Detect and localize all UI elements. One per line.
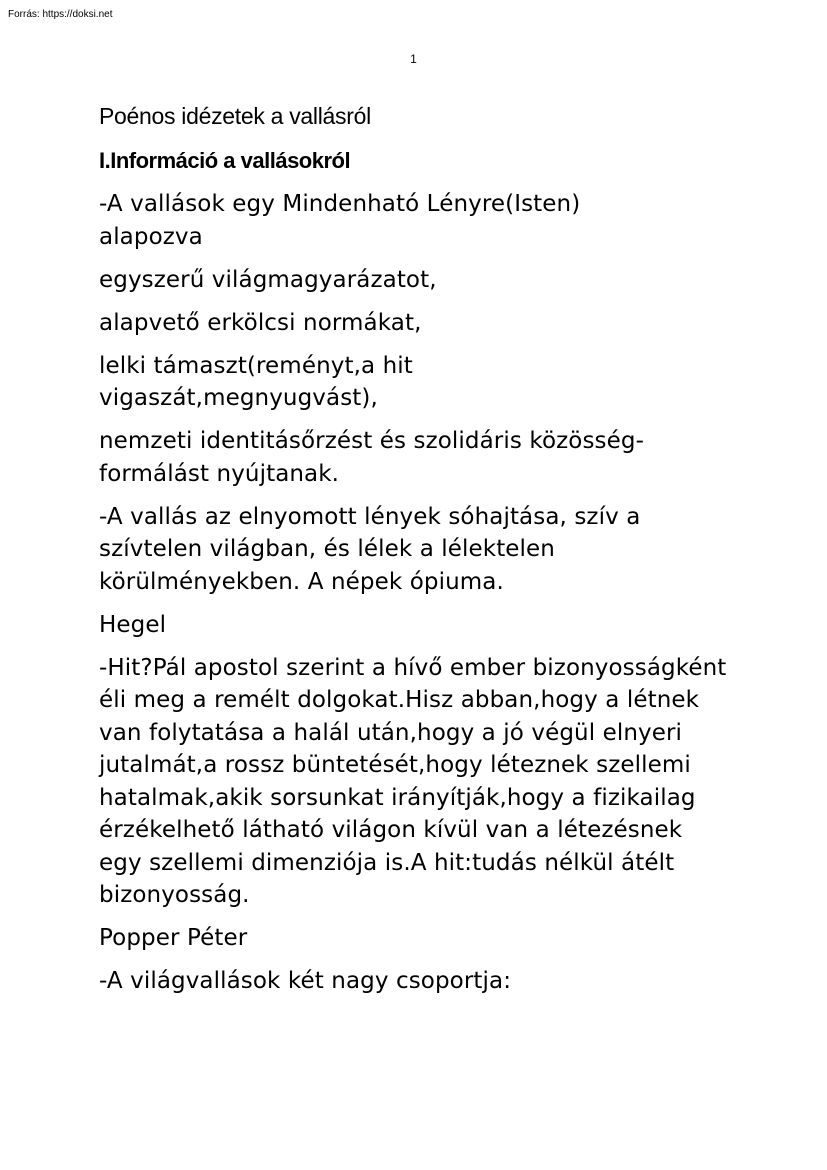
- paragraph: -A vallás az elnyomott lények sóhajtása, szív a szívtelen világban, és lélek a lélektelen körülményekben. A népek ópiuma.: [99, 503, 641, 595]
- paragraph: nemzeti identitásőrzést és szolidáris közösség-formálást nyújtanak.: [99, 428, 644, 487]
- source-note: Forrás: https://doksi.net: [8, 9, 113, 20]
- paragraph: alapvető erkölcsi normákat,: [99, 309, 422, 336]
- paragraph: egyszerű világmagyarázatot,: [99, 266, 437, 293]
- quote-author: Hegel: [99, 611, 167, 638]
- section-heading: I.Információ a vallásokról: [99, 148, 351, 173]
- quote-author: Popper Péter: [99, 925, 248, 951]
- paragraph: -Hit?Pál apostol szerint a hívő ember bizonyosságként éli meg a remélt dolgokat.Hisz abban,hogy a létnek van folytatása a halál után,hogy a jó végül elnyeri jutalmát,a rossz büntetését,hogy léteznek szellemi hatalmak,akik sorsunkat irányítják,hogy a fizikailag érzékelhető látható világon kívül van a létezésnek egy szellemi dimenziója is.A hit:tudás nélkül átélt bizonyosság.: [99, 654, 727, 908]
- paragraph: -A világvallások két nagy csoportja:: [99, 968, 512, 994]
- document-title: Poénos idézetek a vallásról: [99, 103, 371, 129]
- document-body: [99, 100, 739, 1008]
- paragraph: -A vallások egy Mindenható Lényre(Isten) alapozva: [99, 191, 581, 250]
- page-number: 1: [410, 52, 417, 66]
- paragraph: lelki támaszt(reményt,a hit vigaszát,megnyugvást),: [99, 352, 413, 411]
